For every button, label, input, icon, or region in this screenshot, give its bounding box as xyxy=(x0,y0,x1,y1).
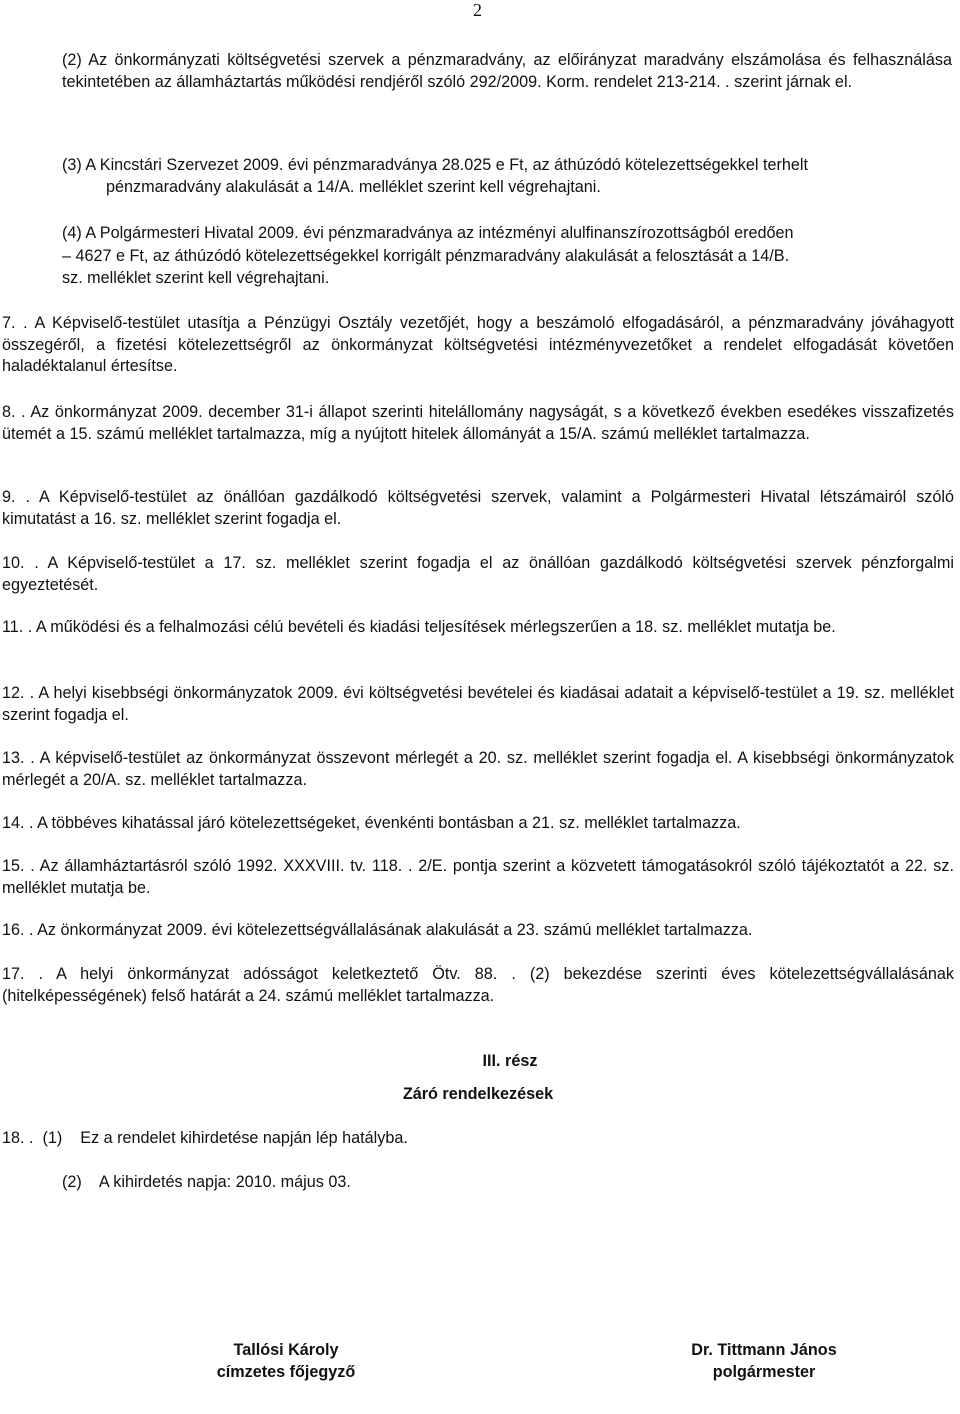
section-8: 8. . Az önkormányzat 2009. december 31-i állapot szerinti hitelállomány nagyságát, s a következő években esedékes visszafizetés ütemét a 15. számú melléklet tartalmazza, míg a nyújtott hitelek állományát a 15/A. számú melléklet tartalmazza. xyxy=(2,403,954,443)
section-17: 17. . A helyi önkormányzat adósságot keletkeztető Ötv. 88. . (2) bekezdése szerinti éves kötelezettségvállalásának (hitelképességének) felső határát a 24. számú melléklet tartalmazza. xyxy=(2,965,954,1005)
part-heading: III. rész xyxy=(482,1052,538,1070)
paragraph-3-line2: pénzmaradvány alakulását a 14/A. melléklet szerint kell végrehajtani. xyxy=(106,178,601,196)
left-signatory-name: Tallósi Károly xyxy=(233,1341,339,1359)
section-12: 12. . A helyi kisebbségi önkormányzatok 2009. évi költségvetési bevételei és kiadásai adatait a képviselő-testület a 19. sz. melléklet szerint fogadja el. xyxy=(2,684,954,724)
section-13: 13. . A képviselő-testület az önkormányzat összevont mérlegét a 20. sz. melléklet szerint fogadja el. A kisebbségi önkormányzatok mérlegét a 20/A. sz. melléklet tartalmazza. xyxy=(2,749,954,789)
section-11: 11. . A működési és a felhalmozási célú bevételi és kiadási teljesítések mérlegszerűen a 18. sz. melléklet mutatja be. xyxy=(2,618,836,636)
section-16: 16. . Az önkormányzat 2009. évi kötelezettségvállalásának alakulását a 23. számú melléklet tartalmazza. xyxy=(2,921,753,939)
section-9: 9. . A Képviselő-testület az önállóan gazdálkodó költségvetési szervek, valamint a Polgármesteri Hivatal létszámairól szóló kimutatást a 16. sz. melléklet szerint fogadja el. xyxy=(2,488,954,528)
section-7: 7. . A Képviselő-testület utasítja a Pénzügyi Osztály vezetőjét, hogy a beszámoló elfogadásáról, a pénzmaradvány jóváhagyott összegéről, a fizetési kötelezettségről az önkormányzat költségvetési intézményvezetőket a rendelet elfogadását követően haladéktalanul értesítse. xyxy=(2,314,954,375)
section-15: 15. . Az államháztartásról szóló 1992. XXXVIII. tv. 118. . 2/E. pontja szerint a közvetett támogatásokról szóló tájékoztatót a 22. sz. melléklet mutatja be. xyxy=(2,857,954,897)
left-signatory-title: címzetes főjegyző xyxy=(216,1363,356,1381)
section-10: 10. . A Képviselő-testület a 17. sz. melléklet szerint fogadja el az önállóan gazdálkodó költségvetési szervek pénzforgalmi egyeztetését. xyxy=(2,554,954,594)
section-18-2: (2) A kihirdetés napja: 2010. május 03. xyxy=(62,1173,351,1191)
paragraph-3-line1: (3) A Kincstári Szervezet 2009. évi pénzmaradványa 28.025 e Ft, az áthúzódó kötelezettségekkel terhelt xyxy=(62,156,808,174)
paragraph-2: (2) Az önkormányzati költségvetési szervek a pénzmaradvány, az előirányzat maradvány elszámolása és felhasználása tekintetében az államháztartás működési rendjéről szóló 292/2009. Korm. rendelet 213-214. . szerint járnak el. xyxy=(62,51,952,91)
section-18-1: 18. . (1) Ez a rendelet kihirdetése napján lép hatályba. xyxy=(2,1129,408,1147)
paragraph-4-line2-text: 4627 e Ft, az áthúzódó kötelezettségekkel korrigált pénzmaradvány alakulását a felosztását a 14/B. xyxy=(75,247,790,265)
paragraph-4-line1: (4) A Polgármesteri Hivatal 2009. évi pénzmaradványa az intézményi alulfinanszírozottságból eredően xyxy=(62,224,794,242)
paragraph-4-line3: sz. melléklet szerint kell végrehajtani. xyxy=(62,269,330,287)
paragraph-4-line2: – 4627 e Ft, az áthúzódó kötelezettségekkel korrigált pénzmaradvány alakulását a felosztását a 14/B. xyxy=(62,247,790,265)
section-14: 14. . A többéves kihatással járó kötelezettségeket, évenkénti bontásban a 21. sz. melléklet tartalmazza. xyxy=(2,814,741,832)
right-signatory-name: Dr. Tittmann János xyxy=(691,1341,837,1359)
part-title: Záró rendelkezések xyxy=(402,1085,554,1103)
page-number: 2 xyxy=(473,0,482,20)
right-signatory-title: polgármester xyxy=(712,1363,816,1381)
